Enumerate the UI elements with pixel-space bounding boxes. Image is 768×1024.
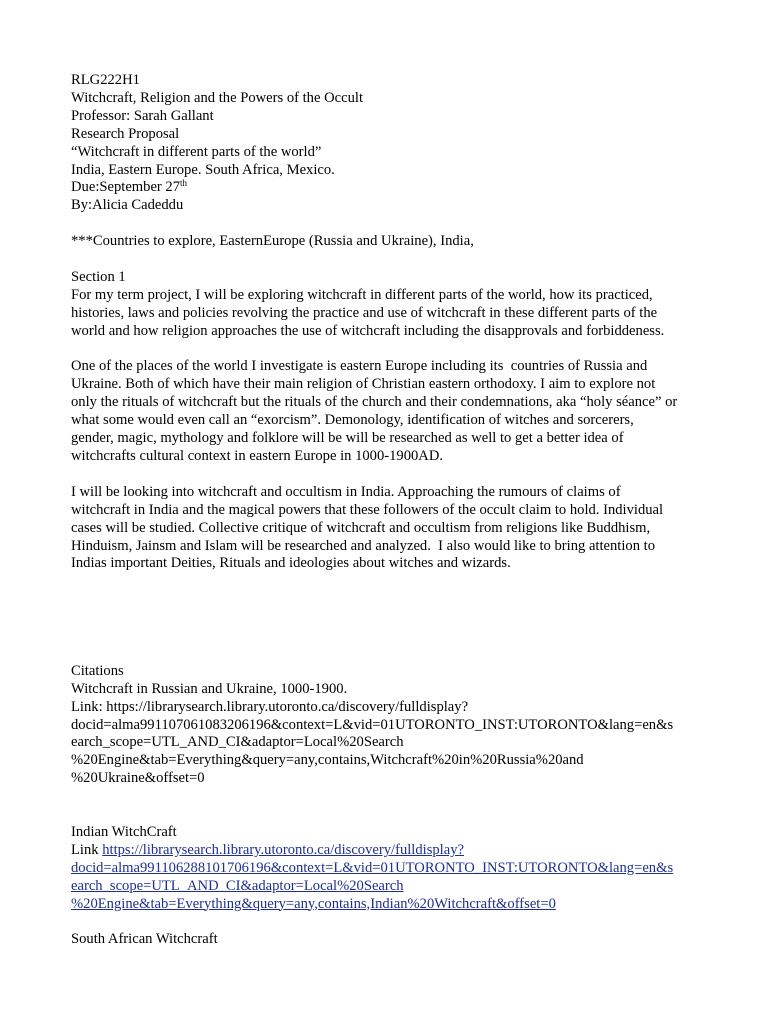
citation-link-prefix: Link: [71,698,107,715]
paragraph-line: what some would even call an “exorcism”. Demonology, identification of witches and sorcerers, [71,412,634,429]
paragraph-line: Indias important Deities, Rituals and ideologies about witches and wizards. [71,555,511,572]
citation-hyperlink[interactable]: earch_scope=UTL_AND_CI&adaptor=Local%20Search [71,877,404,894]
citations-section [71,663,711,949]
due-date-text: Due:September 27 [71,179,181,196]
paragraph-line: I will be looking into witchcraft and occultism in India. Approaching the rumours of claims of [71,483,621,500]
citation-entry [71,681,711,788]
document-page [71,72,711,949]
paragraph-line: world and how religion approaches the use of witchcraft including the disapprovals and forbiddeness. [71,322,665,339]
regions-line: India, Eastern Europe. South Africa, Mexico. [71,161,335,178]
section-paragraph-1 [71,287,711,341]
citation-hyperlink-line [71,878,711,896]
document-type: Research Proposal [71,125,180,142]
citation-hyperlink[interactable]: docid=alma991106288101706196&context=L&vid=01UTORONTO_INST:UTORONTO&lang=en&s [71,859,674,876]
professor-line: Professor: Sarah Gallant [71,107,214,124]
citation-url-text: %20Engine&tab=Everything&query=any,contains,Witchcraft%20in%20Russia%20and [71,752,584,769]
paragraph-line: Hinduism, Jainsm and Islam will be researched and analyzed. I also would like to bring attention to [71,537,656,554]
section-paragraph-2 [71,358,711,465]
spacer [71,788,711,824]
citation-url-text: docid=alma991107061083206196&context=L&vid=01UTORONTO_INST:UTORONTO&lang=en&s [71,716,674,733]
citation-link-line [71,842,711,860]
citation-title: South African Witchcraft [71,931,218,948]
citation-hyperlink[interactable]: https://librarysearch.library.utoronto.ca/discovery/fulldisplay? [102,841,464,858]
course-title: Witchcraft, Religion and the Powers of the Occult [71,89,364,106]
section-heading: Section 1 [71,268,126,285]
document-header [71,72,711,215]
spacer [71,215,711,233]
author-line: By:Alicia Cadeddu [71,197,184,214]
citation-title: Witchcraft in Russian and Ukraine, 1000-1900. [71,680,348,697]
spacer [71,913,711,931]
section-paragraph-3 [71,484,711,574]
citation-entry [71,824,711,914]
course-code: RLG222H1 [71,72,140,88]
paragraph-line: One of the places of the world I investigate is eastern Europe including its countries of Russia and [71,358,648,375]
citation-url-text: https://librarysearch.library.utoronto.ca/discovery/fulldisplay? [106,698,469,715]
citation-url-text: %20Ukraine&offset=0 [71,770,205,787]
project-title: “Witchcraft in different parts of the world” [71,143,322,160]
spacer [71,573,711,663]
citation-title: Indian WitchCraft [71,823,177,840]
citation-hyperlink-line [71,896,711,914]
citation-url-text: earch_scope=UTL_AND_CI&adaptor=Local%20Search [71,734,404,751]
spacer [71,251,711,269]
spacer [71,341,711,359]
paragraph-line: only the rituals of witchcraft but the rituals of the church and their condemnations, aka “holy séance” or [71,394,678,411]
citation-hyperlink[interactable]: %20Engine&tab=Everything&query=any,contains,Indian%20Witchcraft&offset=0 [71,895,556,912]
paragraph-line: gender, magic, mythology and folklore will be will be researched as well to get a better idea of [71,430,624,447]
citation-entry [71,931,711,949]
paragraph-line: witchcraft in India and the magical powers that these followers of the occult claim to hold. Individual [71,501,664,518]
spacer [71,466,711,484]
citation-hyperlink-line [71,860,711,878]
citations-heading: Citations [71,662,124,679]
citation-link-prefix: Link [71,841,103,858]
paragraph-line: histories, laws and policies revolving the practice and use of witchcraft in these different parts of the [71,304,658,321]
due-date-superscript: th [180,178,188,189]
paragraph-line: For my term project, I will be exploring witchcraft in different parts of the world, how its practiced, [71,286,653,303]
paragraph-line: witchcrafts cultural context in eastern Europe in 1000-1900AD. [71,447,444,464]
countries-note: ***Countries to explore, EasternEurope (Russia and Ukraine), India, [71,233,474,250]
paragraph-line: cases will be studied. Collective critique of witchcraft and occultism from religions like Buddhism, [71,519,651,536]
paragraph-line: Ukraine. Both of which have their main religion of Christian eastern orthodoxy. I aim to explore not [71,376,656,393]
due-date [71,179,711,197]
citation-link-line [71,699,711,717]
